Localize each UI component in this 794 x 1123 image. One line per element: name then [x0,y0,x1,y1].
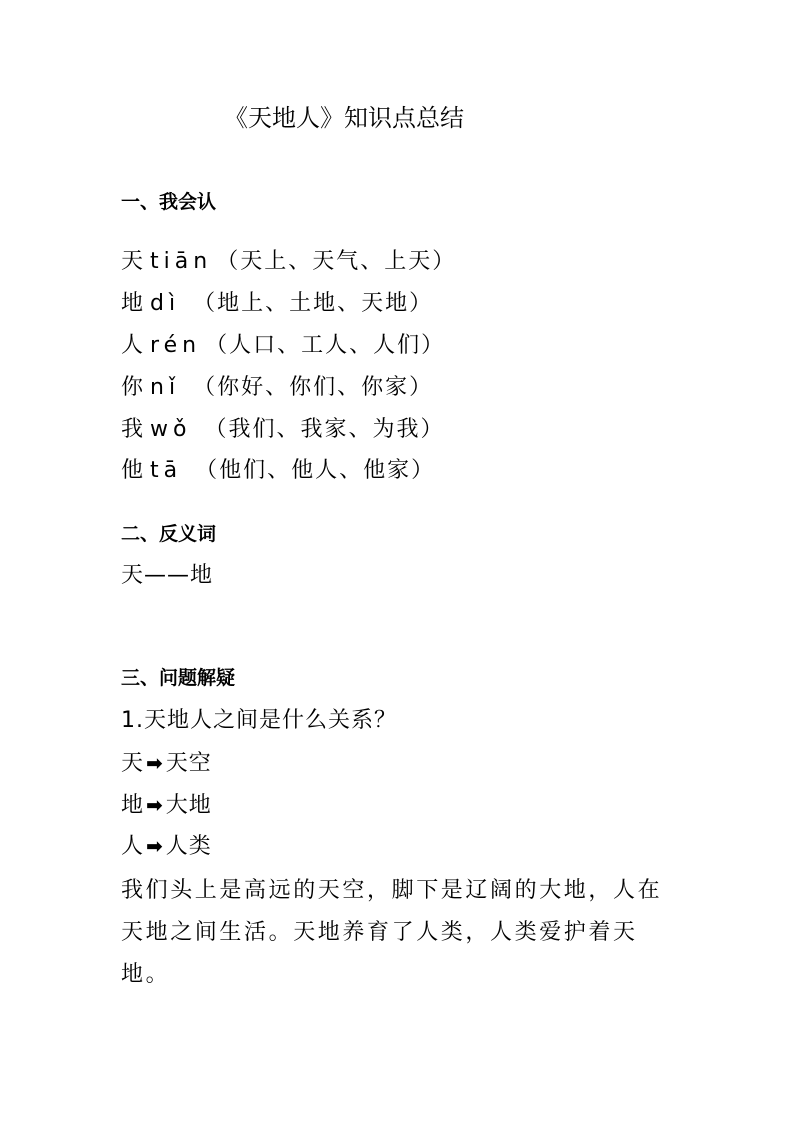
example-words: （天上、天气、上天） [216,249,457,274]
arrow-icon: ➡ [146,834,164,858]
mapping-from: 地 [121,793,145,818]
pinyin: rén [150,333,202,358]
mapping-line [121,790,212,820]
answer-paragraph: 我们头上是高远的天空，脚下是辽阔的大地，人在天地之间生活。天地养育了人类，人类爱护着天地。 [121,878,663,987]
page-title: 《天地人》知识点总结 [224,104,464,132]
mapping-line [121,831,212,861]
char: 他 [121,458,145,483]
arrow-icon: ➡ [146,751,164,775]
example-words: （人口、工人、人们） [205,333,446,358]
section-heading-antonyms: 二、反义词 [121,523,217,545]
char: 人 [121,333,145,358]
char-line [121,331,445,361]
pinyin: wǒ [150,417,192,442]
question-text: 1.天地人之间是什么关系？ [121,708,397,733]
section-heading-questions: 三、问题解疑 [121,667,236,689]
pinyin: tiān [150,249,213,274]
pinyin: tā [150,458,183,483]
mapping-line [121,748,212,778]
example-words: （你好、你们、你家） [184,375,434,400]
char: 你 [121,375,145,400]
mapping-to: 大地 [165,793,212,818]
example-words: （地上、土地、天地） [184,291,434,316]
antonym-pair: 天——地 [121,563,214,588]
pinyin: nǐ [150,375,181,400]
char: 地 [121,291,145,316]
mapping-to: 天空 [165,751,212,776]
example-words: （我们、我家、为我） [195,417,445,442]
arrow-icon: ➡ [146,793,164,817]
char-line [121,289,433,319]
mapping-to: 人类 [165,834,212,859]
char-line [121,247,456,277]
char-line [121,373,433,403]
mapping-from: 人 [121,834,145,859]
char-line [121,415,444,445]
char-line [121,456,435,486]
example-words: （他们、他人、他家） [186,458,436,483]
char: 天 [121,249,145,274]
pinyin: dì [150,291,181,316]
char: 我 [121,417,145,442]
mapping-from: 天 [121,751,145,776]
section-heading-recognize: 一、我会认 [121,191,217,213]
